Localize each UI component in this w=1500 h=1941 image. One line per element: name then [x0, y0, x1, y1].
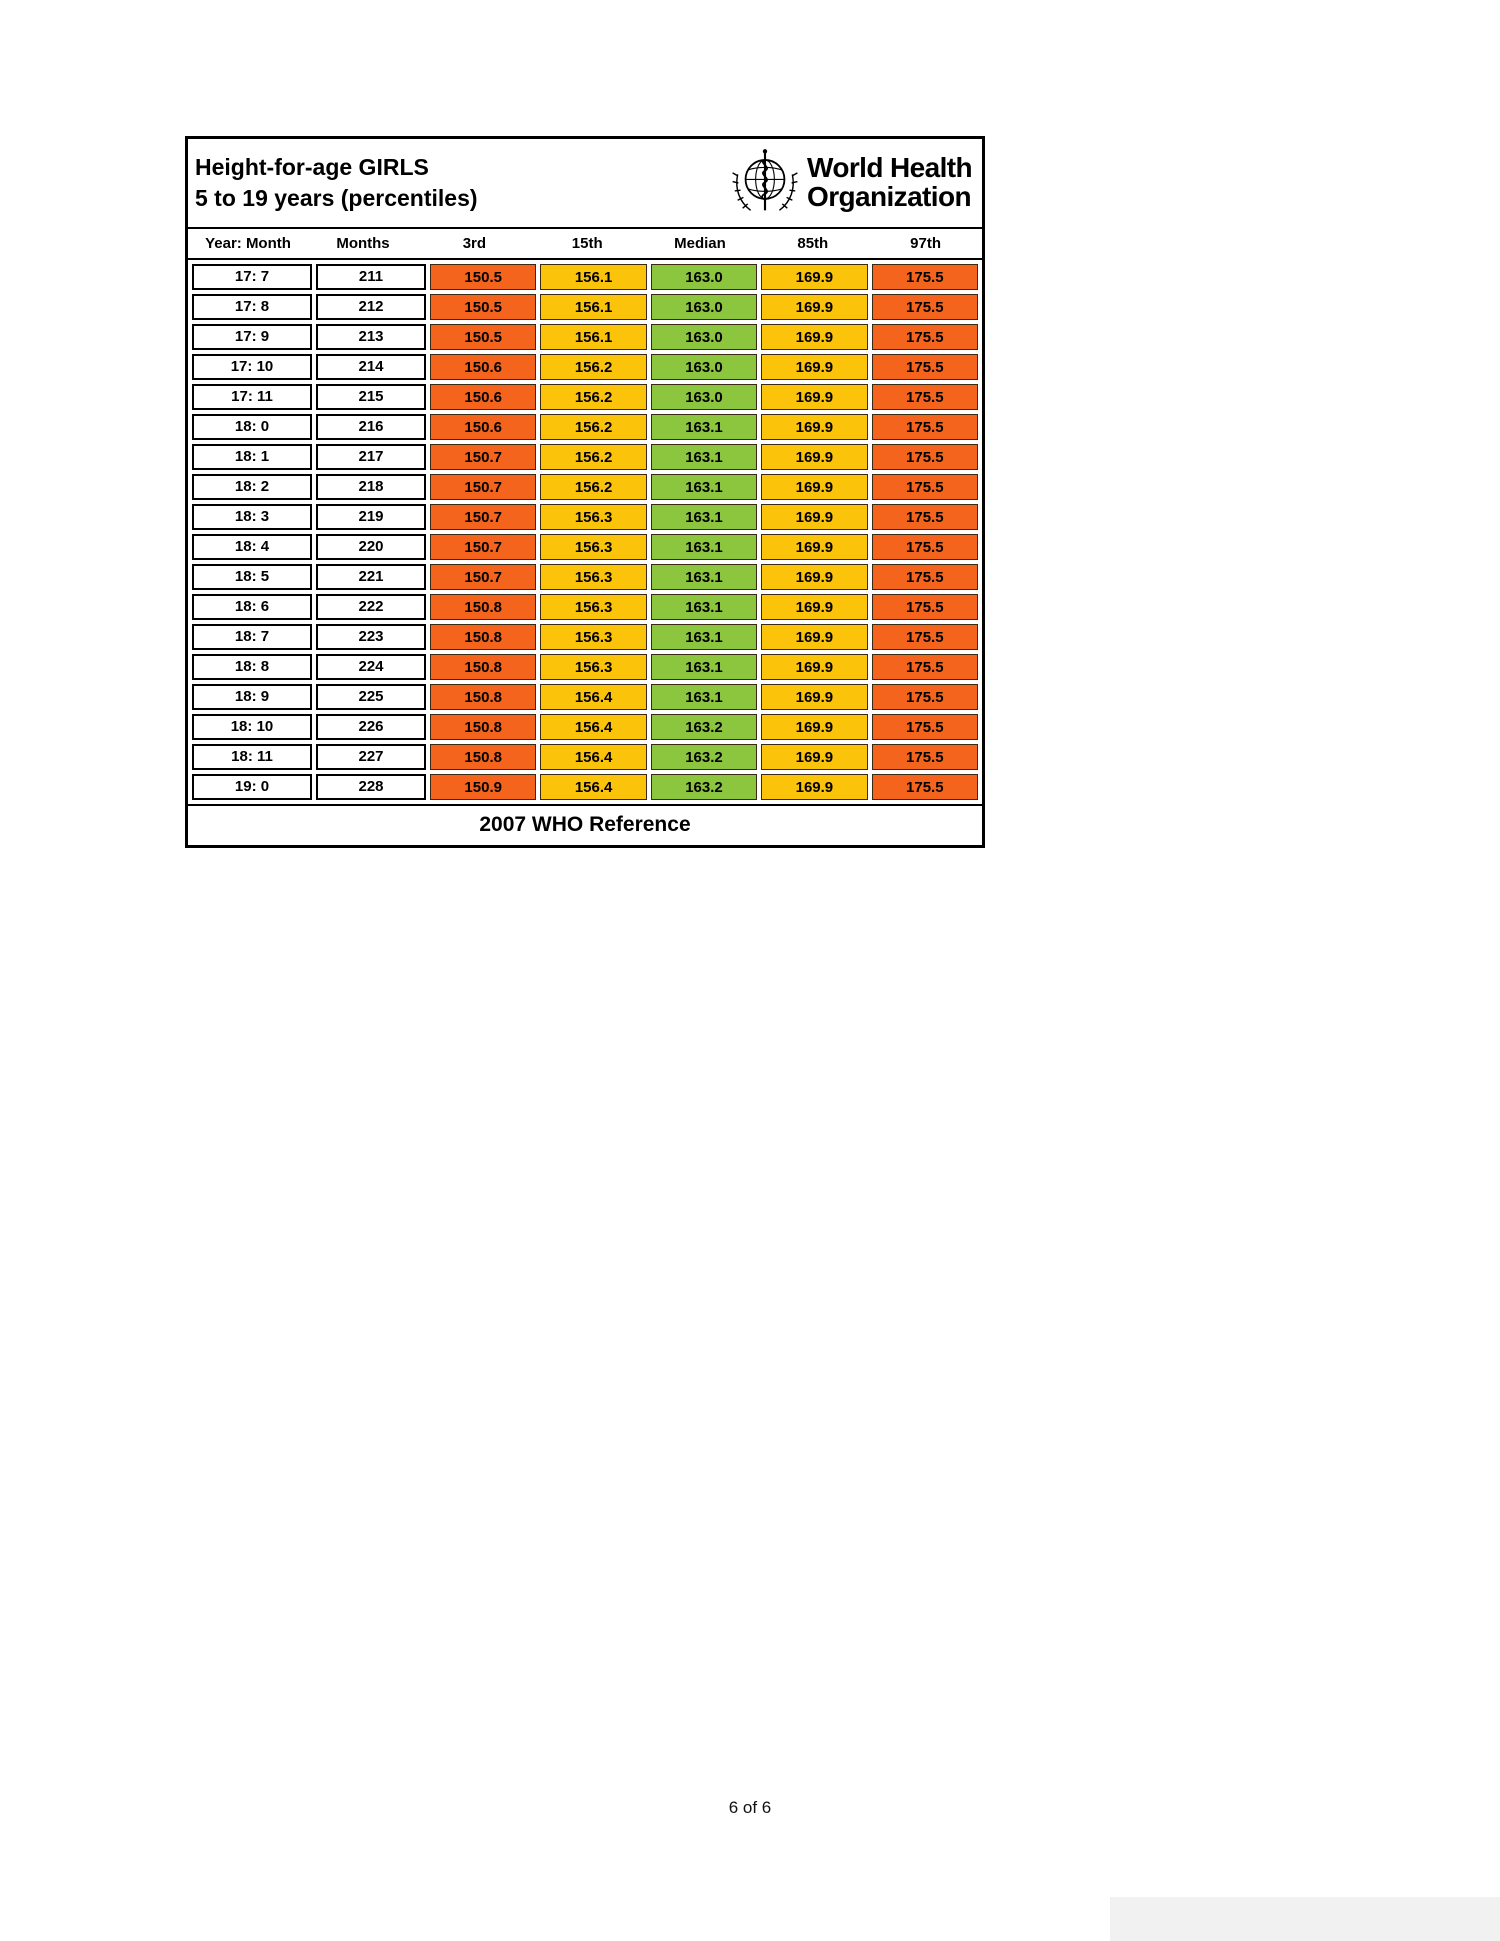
cell-p3: 150.8 — [430, 654, 536, 680]
cell-median: 163.0 — [651, 294, 757, 320]
cell-p3: 150.5 — [430, 264, 536, 290]
cell-p97: 175.5 — [872, 444, 978, 470]
cell-median: 163.1 — [651, 624, 757, 650]
cell-p3: 150.8 — [430, 624, 536, 650]
cell-months: 217 — [316, 444, 426, 470]
column-header: Year: Month — [205, 235, 291, 252]
cell-year-month: 17: 10 — [192, 354, 312, 380]
cell-p85: 169.9 — [761, 504, 867, 530]
cell-year-month: 17: 11 — [192, 384, 312, 410]
cell-year-month: 18: 6 — [192, 594, 312, 620]
column-headers — [188, 229, 982, 260]
table-header — [188, 139, 982, 229]
cell-months: 223 — [316, 624, 426, 650]
cell-p3: 150.9 — [430, 774, 536, 800]
cell-p97: 175.5 — [872, 624, 978, 650]
cell-p97: 175.5 — [872, 684, 978, 710]
cell-p3: 150.8 — [430, 684, 536, 710]
cell-months: 227 — [316, 744, 426, 770]
cell-p85: 169.9 — [761, 594, 867, 620]
who-wordmark-line-2: Organization — [807, 181, 971, 212]
cell-year-month: 18: 4 — [192, 534, 312, 560]
cell-year-month: 17: 8 — [192, 294, 312, 320]
cell-median: 163.0 — [651, 384, 757, 410]
cell-median: 163.1 — [651, 564, 757, 590]
cell-p15: 156.2 — [540, 474, 646, 500]
cell-p85: 169.9 — [761, 324, 867, 350]
cell-p15: 156.4 — [540, 774, 646, 800]
cell-p3: 150.8 — [430, 744, 536, 770]
cell-year-month: 18: 9 — [192, 684, 312, 710]
title-line-2: 5 to 19 years (percentiles) — [195, 185, 478, 211]
page-number: 6 of 6 — [728, 1798, 772, 1817]
cell-median: 163.1 — [651, 414, 757, 440]
cell-p15: 156.3 — [540, 504, 646, 530]
table-footer: 2007 WHO Reference — [188, 804, 982, 845]
cell-p85: 169.9 — [761, 534, 867, 560]
column-header: Median — [674, 235, 726, 252]
cell-year-month: 17: 9 — [192, 324, 312, 350]
cell-p85: 169.9 — [761, 684, 867, 710]
growth-reference-table — [185, 136, 985, 848]
cell-p97: 175.5 — [872, 504, 978, 530]
cell-median: 163.0 — [651, 264, 757, 290]
cell-p97: 175.5 — [872, 324, 978, 350]
cell-p97: 175.5 — [872, 264, 978, 290]
cell-p85: 169.9 — [761, 444, 867, 470]
cell-p97: 175.5 — [872, 744, 978, 770]
cell-median: 163.1 — [651, 474, 757, 500]
cell-year-month: 18: 11 — [192, 744, 312, 770]
cell-p97: 175.5 — [872, 534, 978, 560]
cell-months: 218 — [316, 474, 426, 500]
cell-p97: 175.5 — [872, 654, 978, 680]
cell-p85: 169.9 — [761, 474, 867, 500]
cell-p97: 175.5 — [872, 384, 978, 410]
cell-p15: 156.3 — [540, 624, 646, 650]
cell-p97: 175.5 — [872, 414, 978, 440]
cell-year-month: 18: 5 — [192, 564, 312, 590]
cell-p85: 169.9 — [761, 564, 867, 590]
cell-p15: 156.2 — [540, 384, 646, 410]
cell-year-month: 18: 2 — [192, 474, 312, 500]
who-branding — [729, 147, 972, 219]
cell-p3: 150.8 — [430, 594, 536, 620]
cell-median: 163.0 — [651, 324, 757, 350]
cell-p3: 150.7 — [430, 474, 536, 500]
column-header: 97th — [910, 235, 942, 252]
cell-p15: 156.1 — [540, 294, 646, 320]
cell-p3: 150.6 — [430, 414, 536, 440]
who-wordmark — [807, 154, 972, 211]
cell-p15: 156.2 — [540, 444, 646, 470]
watermark — [1110, 1897, 1500, 1941]
cell-months: 215 — [316, 384, 426, 410]
cell-p97: 175.5 — [872, 474, 978, 500]
cell-p3: 150.8 — [430, 714, 536, 740]
cell-months: 220 — [316, 534, 426, 560]
cell-p85: 169.9 — [761, 264, 867, 290]
cell-p15: 156.3 — [540, 534, 646, 560]
cell-median: 163.2 — [651, 774, 757, 800]
cell-p3: 150.7 — [430, 504, 536, 530]
cell-p15: 156.3 — [540, 564, 646, 590]
cell-median: 163.1 — [651, 504, 757, 530]
column-header: 85th — [797, 235, 829, 252]
cell-median: 163.1 — [651, 594, 757, 620]
cell-months: 216 — [316, 414, 426, 440]
column-header: 3rd — [462, 235, 487, 252]
cell-median: 163.1 — [651, 444, 757, 470]
cell-p15: 156.4 — [540, 684, 646, 710]
cell-p15: 156.4 — [540, 744, 646, 770]
cell-p15: 156.3 — [540, 654, 646, 680]
cell-p85: 169.9 — [761, 654, 867, 680]
cell-months: 221 — [316, 564, 426, 590]
cell-median: 163.2 — [651, 714, 757, 740]
cell-months: 225 — [316, 684, 426, 710]
cell-median: 163.1 — [651, 654, 757, 680]
column-header: 15th — [571, 235, 603, 252]
cell-months: 212 — [316, 294, 426, 320]
cell-median: 163.1 — [651, 534, 757, 560]
cell-p85: 169.9 — [761, 624, 867, 650]
cell-year-month: 19: 0 — [192, 774, 312, 800]
cell-p15: 156.2 — [540, 354, 646, 380]
cell-year-month: 18: 3 — [192, 504, 312, 530]
cell-year-month: 18: 0 — [192, 414, 312, 440]
cell-p97: 175.5 — [872, 294, 978, 320]
cell-months: 213 — [316, 324, 426, 350]
cell-p15: 156.2 — [540, 414, 646, 440]
cell-p85: 169.9 — [761, 414, 867, 440]
cell-months: 224 — [316, 654, 426, 680]
cell-p3: 150.5 — [430, 294, 536, 320]
cell-p3: 150.7 — [430, 534, 536, 560]
cell-median: 163.0 — [651, 354, 757, 380]
chart-title — [195, 152, 478, 214]
cell-months: 214 — [316, 354, 426, 380]
cell-p85: 169.9 — [761, 294, 867, 320]
cell-p97: 175.5 — [872, 564, 978, 590]
table-grid — [188, 260, 982, 804]
title-line-1: Height-for-age GIRLS — [195, 153, 429, 180]
cell-p85: 169.9 — [761, 714, 867, 740]
cell-year-month: 17: 7 — [192, 264, 312, 290]
cell-p85: 169.9 — [761, 744, 867, 770]
who-wordmark-line-1: World Health — [807, 152, 972, 184]
cell-p85: 169.9 — [761, 774, 867, 800]
cell-p97: 175.5 — [872, 714, 978, 740]
cell-year-month: 18: 10 — [192, 714, 312, 740]
cell-p15: 156.1 — [540, 324, 646, 350]
cell-year-month: 18: 8 — [192, 654, 312, 680]
cell-p97: 175.5 — [872, 594, 978, 620]
cell-p15: 156.4 — [540, 714, 646, 740]
cell-p15: 156.1 — [540, 264, 646, 290]
cell-p3: 150.7 — [430, 564, 536, 590]
cell-median: 163.2 — [651, 744, 757, 770]
cell-p97: 175.5 — [872, 774, 978, 800]
column-header: Months — [336, 235, 390, 252]
cell-p3: 150.6 — [430, 384, 536, 410]
cell-p3: 150.6 — [430, 354, 536, 380]
cell-year-month: 18: 1 — [192, 444, 312, 470]
cell-p85: 169.9 — [761, 384, 867, 410]
cell-p85: 169.9 — [761, 354, 867, 380]
cell-p15: 156.3 — [540, 594, 646, 620]
cell-p97: 175.5 — [872, 354, 978, 380]
cell-months: 226 — [316, 714, 426, 740]
cell-median: 163.1 — [651, 684, 757, 710]
cell-year-month: 18: 7 — [192, 624, 312, 650]
cell-months: 222 — [316, 594, 426, 620]
cell-months: 211 — [316, 264, 426, 290]
cell-months: 228 — [316, 774, 426, 800]
who-emblem-icon — [729, 147, 801, 219]
cell-p3: 150.7 — [430, 444, 536, 470]
cell-p3: 150.5 — [430, 324, 536, 350]
cell-months: 219 — [316, 504, 426, 530]
